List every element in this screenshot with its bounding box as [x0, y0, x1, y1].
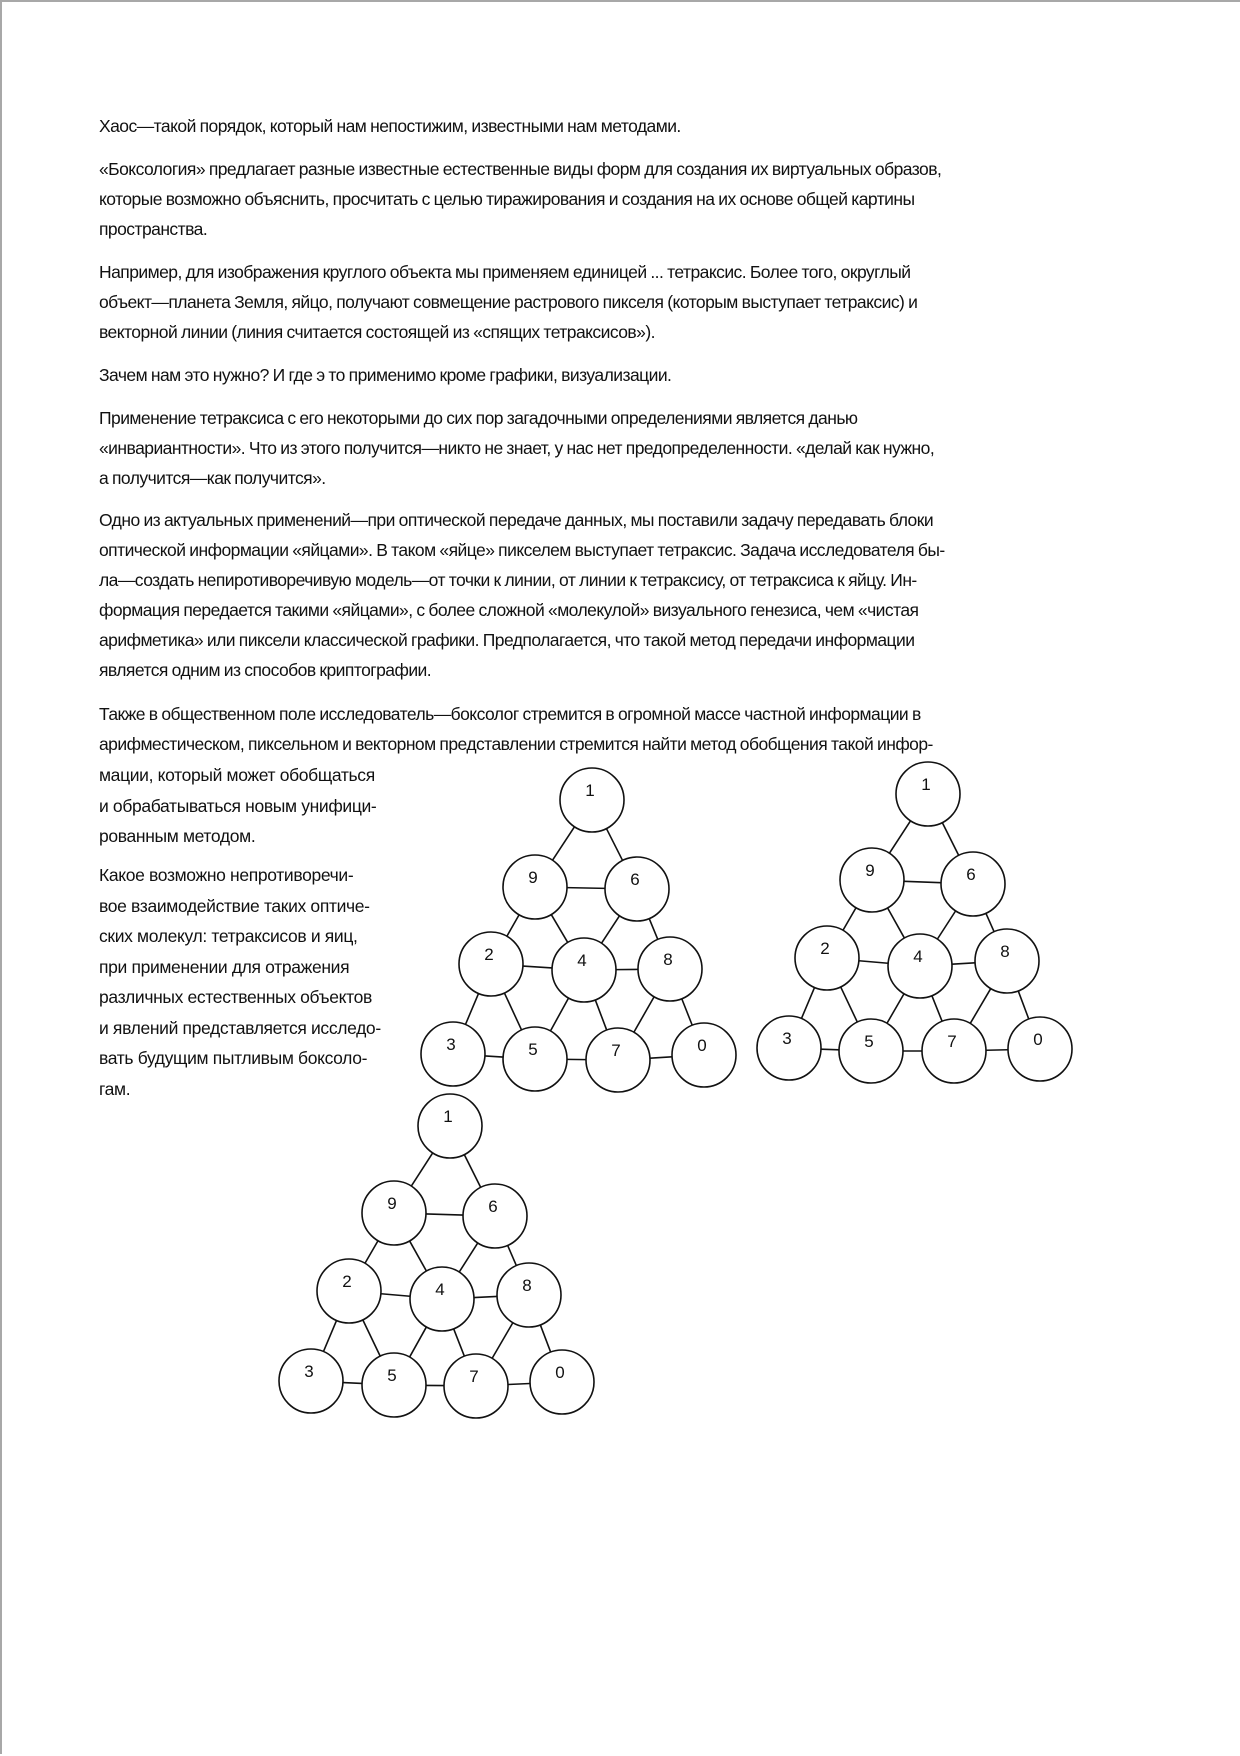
connector-line: [986, 1050, 1008, 1051]
paragraph-line: Какое возможно непротиворечи-: [99, 860, 429, 891]
connector-line: [507, 915, 519, 936]
node-circle: [975, 929, 1039, 993]
connector-line: [970, 989, 991, 1024]
paragraph-line: Например, для изображения круглого объекта мы применяем единицей ... тетраксис. Более того, округлый: [99, 257, 1089, 287]
node-circle: [840, 848, 904, 912]
node-label: 4: [577, 951, 586, 970]
node-4: [888, 934, 952, 998]
connector-line: [843, 908, 856, 931]
paragraph-line: вать будущим пытливым боксоло-: [99, 1043, 429, 1074]
connector-line: [363, 1320, 380, 1356]
connector-line: [937, 911, 955, 939]
connector-line: [426, 1214, 463, 1215]
tetraktys-diagram-3: [279, 1094, 594, 1418]
node-label: 1: [443, 1107, 452, 1126]
node-3: [279, 1349, 343, 1413]
node-circle: [795, 926, 859, 990]
node-0: [672, 1023, 736, 1087]
connector-line: [504, 993, 521, 1030]
paragraph: [99, 360, 1089, 390]
node-circle: [279, 1349, 343, 1413]
connector-line: [567, 888, 605, 889]
node-8: [497, 1263, 561, 1327]
node-5: [839, 1019, 903, 1083]
node-8: [975, 929, 1039, 993]
node-label: 1: [921, 775, 930, 794]
paragraph-line: рованным методом.: [99, 821, 429, 852]
node-circle: [941, 852, 1005, 916]
connector-line: [465, 993, 478, 1024]
paragraph-line: пространства.: [99, 214, 1089, 244]
node-1: [418, 1094, 482, 1158]
node-6: [463, 1184, 527, 1248]
connector-line: [904, 881, 941, 882]
node-label: 5: [387, 1366, 396, 1385]
paragraph-line: формация передается такими «яйцами», с более сложной «молекулой» визуального генезиса, чем «чистая: [99, 595, 1089, 625]
connector-line: [464, 1155, 480, 1188]
connector-line: [508, 1245, 517, 1265]
connector-line: [634, 997, 654, 1032]
paragraph-line: при применении для отражения: [99, 952, 429, 983]
node-7: [922, 1019, 986, 1083]
paragraph-line: оптической информации «яйцами». В таком «яйце» пикселем выступает тетраксис. Задача исследователя бы-: [99, 535, 1089, 565]
connector-line: [841, 987, 858, 1022]
connector-line: [410, 1327, 427, 1357]
node-circle: [1008, 1017, 1072, 1081]
node-5: [503, 1027, 567, 1091]
paragraph-line: арифместическом, пиксельном и векторном представлении стремится найти метод обобщения такой инфор-: [99, 729, 1089, 759]
paragraph-line: Также в общественном поле исследователь—боксолог стремится в огромной массе частной информации в: [99, 699, 1089, 729]
node-label: 8: [522, 1276, 531, 1295]
paragraph-line: гам.: [99, 1074, 429, 1105]
node-4: [410, 1267, 474, 1331]
connector-line: [595, 1000, 606, 1030]
node-circle: [757, 1016, 821, 1080]
connector-line: [952, 963, 975, 964]
node-0: [530, 1350, 594, 1414]
paragraph-line: ла—создать непиротиворечивую модель—от точки к линии, от линии к тетраксису, от тетраксиса к яйцу. Ин-: [99, 565, 1089, 595]
connector-line: [887, 994, 904, 1024]
node-0: [1008, 1017, 1072, 1081]
node-circle: [463, 1184, 527, 1248]
node-label: 0: [555, 1363, 564, 1382]
connector-line: [540, 1325, 550, 1352]
node-label: 4: [435, 1280, 444, 1299]
paragraph-line: Зачем нам это нужно? И где э то применимо кроме графики, визуализации.: [99, 360, 1089, 390]
node-circle: [459, 932, 523, 996]
node-label: 9: [528, 868, 537, 887]
node-2: [795, 926, 859, 990]
connector-line: [410, 1241, 427, 1271]
connector-line: [682, 999, 692, 1025]
node-label: 5: [528, 1040, 537, 1059]
node-label: 2: [820, 939, 829, 958]
connector-line: [801, 987, 814, 1018]
node-label: 3: [446, 1035, 455, 1054]
paragraph-line: Хаос—такой порядок, который нам непостижим, известными нам методами.: [99, 111, 1089, 141]
paragraph: [99, 699, 1089, 759]
paragraph: [99, 860, 429, 1104]
node-label: 5: [864, 1032, 873, 1051]
paragraph-line: «инвариантности». Что из этого получится—никто не знает, у нас нет предопределенности. «делай как нужно,: [99, 433, 1089, 463]
connector-line: [550, 998, 568, 1031]
node-circle: [362, 1353, 426, 1417]
node-label: 6: [966, 865, 975, 884]
connector-line: [411, 1153, 432, 1186]
node-label: 6: [488, 1197, 497, 1216]
node-4: [552, 938, 616, 1002]
paragraph-line: а получится—как получится».: [99, 463, 1089, 493]
node-circle: [605, 857, 669, 921]
connector-line: [323, 1320, 336, 1351]
connector-line: [485, 1056, 503, 1057]
connector-line: [650, 1057, 672, 1058]
node-8: [638, 937, 702, 1001]
paragraph: [99, 505, 1089, 685]
node-9: [362, 1181, 426, 1245]
node-1: [896, 762, 960, 826]
paragraph-line: Одно из актуальных применений—при оптической передаче данных, мы поставили задачу передавать блоки: [99, 505, 1089, 535]
node-circle: [922, 1019, 986, 1083]
node-circle: [503, 1027, 567, 1091]
node-label: 3: [304, 1362, 313, 1381]
connector-line: [365, 1241, 378, 1264]
node-label: 0: [1033, 1030, 1042, 1049]
node-label: 7: [611, 1041, 620, 1060]
node-circle: [317, 1259, 381, 1323]
connector-line: [859, 961, 888, 964]
connector-line: [381, 1294, 410, 1297]
node-label: 2: [484, 945, 493, 964]
node-circle: [839, 1019, 903, 1083]
node-9: [503, 855, 567, 919]
node-label: 8: [1000, 942, 1009, 961]
node-label: 3: [782, 1029, 791, 1048]
node-circle: [672, 1023, 736, 1087]
paragraph-line: различных естественных объектов: [99, 982, 429, 1013]
node-circle: [418, 1094, 482, 1158]
connector-line: [932, 996, 942, 1022]
paragraph-line: и явлений представляется исследо-: [99, 1013, 429, 1044]
node-label: 4: [913, 947, 922, 966]
node-6: [941, 852, 1005, 916]
paragraph-line: векторной линии (линия считается состоящей из «спящих тетраксисов»).: [99, 317, 1089, 347]
paragraph-line: «Боксология» предлагает разные известные естественные виды форм для создания их виртуальных образов,: [99, 154, 1089, 184]
node-label: 2: [342, 1272, 351, 1291]
node-1: [560, 768, 624, 832]
connector-line: [602, 916, 620, 943]
node-2: [317, 1259, 381, 1323]
paragraph-line: арифметика» или пиксели классической графики. Предполагается, что такой метод передачи информации: [99, 625, 1089, 655]
connector-line: [551, 915, 567, 943]
node-circle: [362, 1181, 426, 1245]
paragraph-line: ских молекул: тетраксисов и яиц,: [99, 921, 429, 952]
paragraph-line: вое взаимодействие таких оптиче-: [99, 891, 429, 922]
connector-line: [889, 821, 910, 853]
connector-line: [986, 913, 994, 931]
node-2: [459, 932, 523, 996]
node-label: 1: [585, 781, 594, 800]
node-label: 7: [469, 1367, 478, 1386]
node-9: [840, 848, 904, 912]
node-label: 9: [865, 861, 874, 880]
node-7: [586, 1028, 650, 1092]
node-label: 7: [947, 1032, 956, 1051]
node-label: 9: [387, 1194, 396, 1213]
node-label: 8: [663, 950, 672, 969]
node-circle: [497, 1263, 561, 1327]
node-circle: [530, 1350, 594, 1414]
paragraph-line: которые возможно объяснить, просчитать с целью тиражирования и создания на их основе общей картины: [99, 184, 1089, 214]
node-5: [362, 1353, 426, 1417]
paragraph-line: является одним из способов криптографии.: [99, 655, 1089, 685]
connector-line: [606, 829, 622, 861]
connector-line: [523, 966, 552, 968]
paragraph: [99, 111, 1089, 141]
connector-line: [492, 1323, 513, 1359]
node-circle: [560, 768, 624, 832]
connector-line: [649, 919, 658, 940]
paragraph-line: объект—планета Земля, яйцо, получают совмещение растрового пикселя (которым выступает тетраксис) и: [99, 287, 1089, 317]
node-3: [421, 1022, 485, 1086]
node-circle: [410, 1267, 474, 1331]
connector-line: [821, 1049, 839, 1050]
node-circle: [586, 1028, 650, 1092]
node-circle: [444, 1354, 508, 1418]
connector-line: [474, 1296, 497, 1297]
node-circle: [896, 762, 960, 826]
node-3: [757, 1016, 821, 1080]
node-6: [605, 857, 669, 921]
connector-line: [553, 827, 575, 860]
paragraph-line: Применение тетраксиса с его некоторыми до сих пор загадочными определениями является данью: [99, 403, 1089, 433]
node-circle: [638, 937, 702, 1001]
connector-line: [343, 1383, 362, 1384]
connector-line: [1018, 991, 1029, 1019]
node-circle: [503, 855, 567, 919]
paragraph-line: мации, который может обобщаться: [99, 760, 429, 791]
connector-line: [459, 1243, 478, 1272]
connector-line: [454, 1329, 465, 1356]
paragraph-line: и обрабатываться новым унифици-: [99, 791, 429, 822]
node-7: [444, 1354, 508, 1418]
paragraph: [99, 760, 429, 852]
paragraph: [99, 154, 1089, 244]
connector-line: [942, 823, 958, 856]
connector-line: [888, 908, 905, 938]
tetraktys-diagram-1: [421, 768, 736, 1092]
node-circle: [552, 938, 616, 1002]
node-circle: [421, 1022, 485, 1086]
node-label: 6: [630, 870, 639, 889]
node-label: 0: [697, 1036, 706, 1055]
node-circle: [888, 934, 952, 998]
connector-line: [508, 1383, 530, 1384]
tetraktys-diagram-2: [757, 762, 1072, 1083]
paragraph: [99, 257, 1089, 347]
paragraph: [99, 403, 1089, 493]
